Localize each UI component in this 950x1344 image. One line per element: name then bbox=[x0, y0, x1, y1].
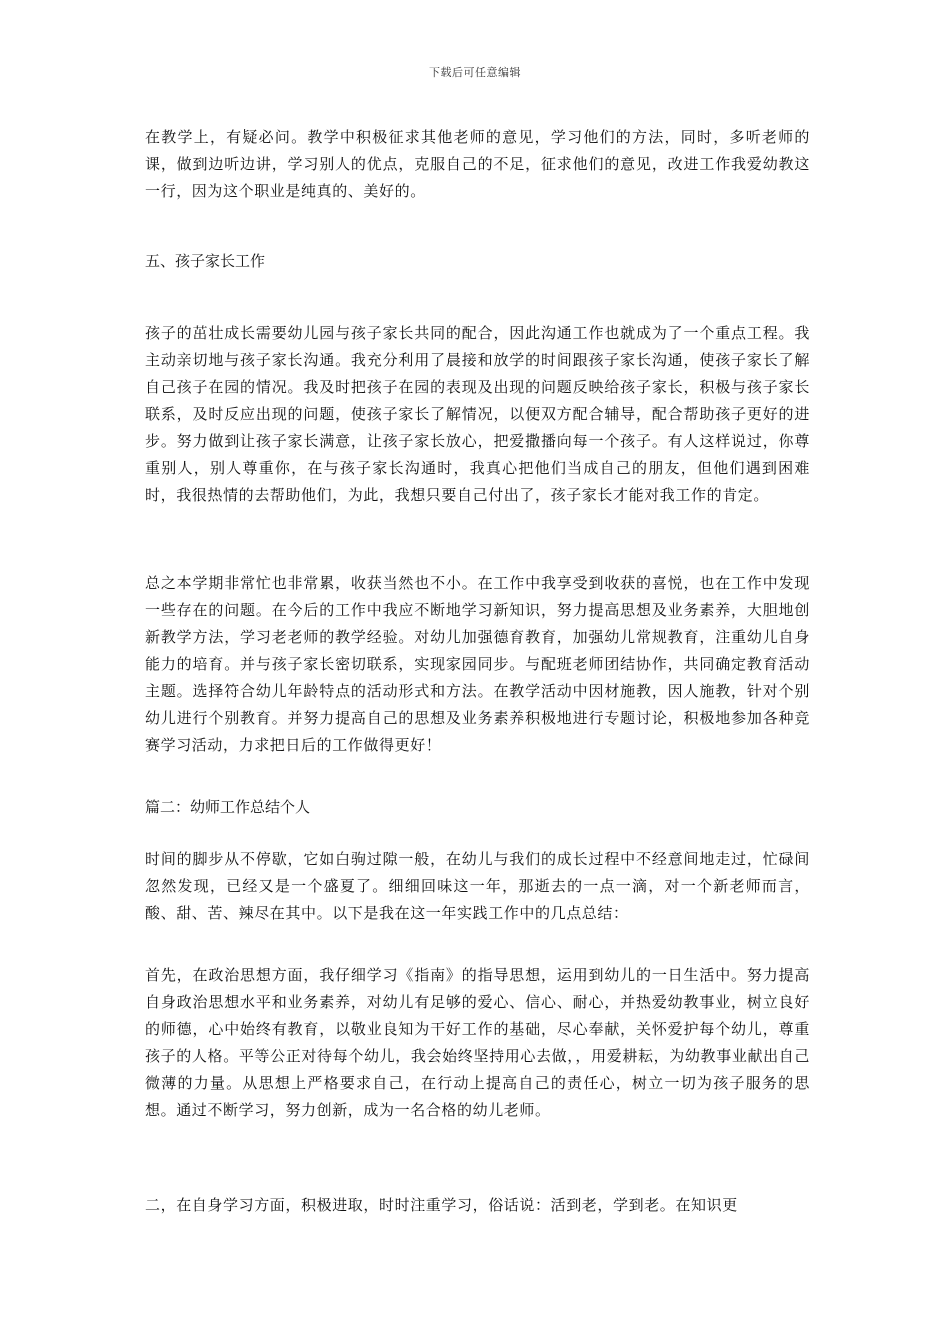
paragraph-intro: 时间的脚步从不停歇，它如白驹过隙一般，在幼儿与我们的成长过程中不经意间地走过，忙碌间忽然发现，已经又是一个盛夏了。细细回味这一年，那逝去的一点一滴，对一个新老师而言，酸、甜、苦、辣尽在其中。以下是我在这一年实践工作中的几点总结： bbox=[145, 850, 810, 922]
paragraph-teaching: 在教学上，有疑必问。教学中积极征求其他老师的意见，学习他们的方法，同时，多听老师的课，做到边听边讲，学习别人的优点，克服自己的不足，征求他们的意见，改进工作我爱幼教这一行，因为这个职业是纯真的、美好的。 bbox=[145, 128, 810, 200]
section-heading-parents: 五、孩子家长工作 bbox=[145, 252, 266, 270]
paragraph-parents-work: 孩子的茁壮成长需要幼儿园与孩子家长共同的配合，因此沟通工作也就成为了一个重点工程。我主动亲切地与孩子家长沟通。我充分利用了晨接和放学的时间跟孩子家长沟通，使孩子家长了解自己孩子在园的情况。我及时把孩子在园的表现及出现的问题反映给孩子家长，积极与孩子家长联系，及时反应出现的问题，使孩子家长了解情况，以便双方配合辅导，配合帮助孩子更好的进步。努力做到让孩子家长满意，让孩子家长放心，把爱撒播向每一个孩子。有人这样说过，你尊重别人，别人尊重你，在与孩子家长沟通时，我真心把他们当成自己的朋友，但他们遇到困难时，我很热情的去帮助他们，为此，我想只要自己付出了，孩子家长才能对我工作的肯定。 bbox=[145, 324, 810, 504]
section-heading-part-two: 篇二：幼师工作总结个人 bbox=[145, 798, 311, 816]
paragraph-learning: 二，在自身学习方面，积极进取，时时注重学习，俗话说：活到老，学到老。在知识更 bbox=[145, 1196, 738, 1214]
paragraph-political: 首先，在政治思想方面，我仔细学习《指南》的指导思想，运用到幼儿的一日生活中。努力提高自身政治思想水平和业务素养，对幼儿有足够的爱心、信心、耐心，并热爱幼教事业，树立良好的师德，心中始终有教育，以敬业良知为干好工作的基础，尽心奉献，关怀爱护每个幼儿，尊重孩子的人格。平等公正对待每个幼儿，我会始终坚持用心去做，，用爱耕耘，为幼教事业献出自己微薄的力量。从思想上严格要求自己，在行动上提高自己的责任心，树立一切为孩子服务的思想。通过不断学习，努力创新，成为一名合格的幼儿老师。 bbox=[145, 966, 810, 1119]
paragraph-summary: 总之本学期非常忙也非常累，收获当然也不小。在工作中我享受到收获的喜悦，也在工作中发现一些存在的问题。在今后的工作中我应不断地学习新知识，努力提高思想及业务素养，大胆地创新教学方法，学习老老师的教学经验。对幼儿加强德育教育，加强幼儿常规教育，注重幼儿自身能力的培育。并与孩子家长密切联系，实现家园同步。与配班老师团结协作，共同确定教育活动主题。选择符合幼儿年龄特点的活动形式和方法。在教学活动中因材施教，因人施教，针对个别幼儿进行个别教育。并努力提高自己的思想及业务素养积极地进行专题讨论，积极地参加各种竞赛学习活动，力求把日后的工作做得更好！ bbox=[145, 574, 810, 754]
page-header: 下载后可任意编辑 bbox=[429, 66, 521, 79]
